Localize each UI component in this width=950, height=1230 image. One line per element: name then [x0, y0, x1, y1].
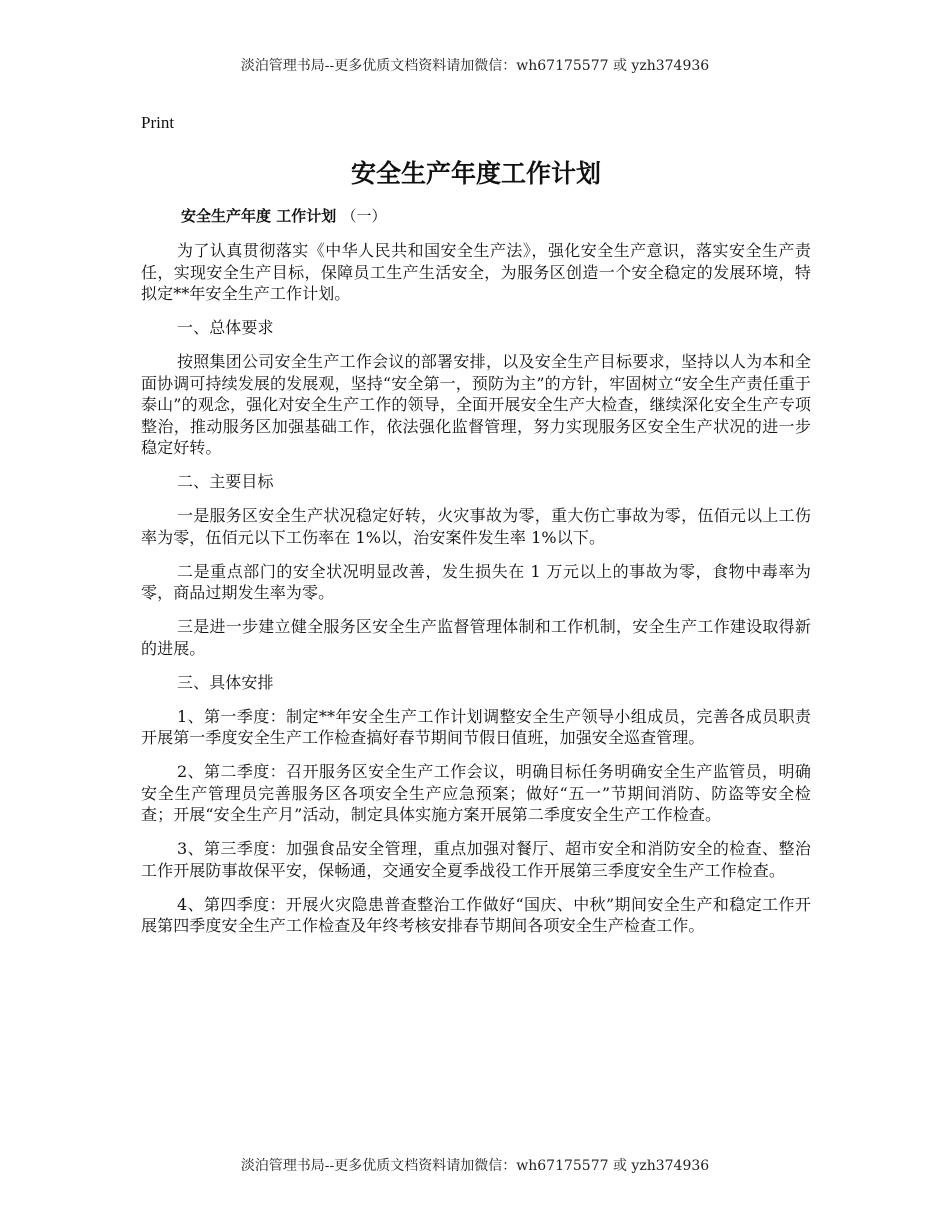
- arrangement-q1: 1、第一季度：制定**年安全生产工作计划调整安全生产领导小组成员，完善各成员职责开展第一季度安全生产工作检查搞好春节期间节假日值班，加强安全巡查管理。: [141, 706, 811, 747]
- subtitle-text: 安全生产年度 工作计划: [181, 207, 337, 225]
- section-heading-general-requirements: 一、总体要求: [177, 318, 274, 337]
- print-label: Print: [141, 113, 175, 132]
- arrangement-q4: 4、第四季度：开展火灾隐患普查整治工作做好“国庆、中秋”期间安全生产和稳定工作开展第四季度安全生产工作检查及年终考核安排春节期间各项安全生产检查工作。: [141, 894, 811, 935]
- goal-paragraph-2: 二是重点部门的安全状况明显改善，发生损失在 1 万元以上的事故为零，食物中毒率为零，商品过期发生率为零。: [141, 561, 811, 602]
- section-heading-main-goals: 二、主要目标: [177, 472, 274, 491]
- arrangement-q3: 3、第三季度：加强食品安全管理，重点加强对餐厅、超市安全和消防安全的检查、整治工作开展防事故保平安，保畅通，交通安全夏季战役工作开展第三季度安全生产工作检查。: [141, 839, 811, 880]
- page-footer: 淡泊管理书局--更多优质文档资料请加微信：wh67175577 或 yzh374936: [240, 1158, 710, 1174]
- document-body: [141, 112, 811, 949]
- document-subtitle: [141, 206, 811, 226]
- goal-paragraph-3: 三是进一步建立健全服务区安全生产监督管理体制和工作机制，安全生产工作建设取得新的进展。: [141, 617, 811, 658]
- goal-paragraph-1: 一是服务区安全生产状况稳定好转，火灾事故为零，重大伤亡事故为零，伍佰元以上工伤率为零，伍佰元以下工伤率在 1%以，治安案件发生率 1%以下。: [141, 506, 811, 547]
- page-header: 淡泊管理书局--更多优质文档资料请加微信：wh67175577 或 yzh374936: [240, 58, 710, 74]
- document-title: 安全生产年度工作计划: [350, 159, 601, 188]
- arrangement-q2: 2、第二季度：召开服务区安全生产工作会议，明确目标任务明确安全生产监管员，明确安全生产管理员完善服务区各项安全生产应急预案；做好“五一”节期间消防、防盗等安全检查；开展“安全生产月”活动，制定具体实施方案开展第二季度安全生产工作检查。: [141, 762, 811, 824]
- subtitle-suffix: （一）: [341, 207, 387, 225]
- general-requirements-paragraph: 按照集团公司安全生产工作会议的部署安排，以及安全生产目标要求，坚持以人为本和全面协调可持续发展的发展观，坚持“安全第一，预防为主”的方针，牢固树立“安全生产责任重于泰山”的观念，强化对安全生产工作的领导，全面开展安全生产大检查，继续深化安全生产专项整治，推动服务区加强基础工作，依法强化监督管理，努力实现服务区安全生产状况的进一步稳定好转。: [141, 352, 811, 457]
- intro-paragraph: 为了认真贯彻落实《中华人民共和国安全生产法》，强化安全生产意识，落实安全生产责任，实现安全生产目标，保障员工生产生活安全，为服务区创造一个安全稳定的发展环境，特拟定**年安全生产工作计划。: [141, 241, 811, 303]
- section-heading-arrangements: 三、具体安排: [177, 672, 274, 692]
